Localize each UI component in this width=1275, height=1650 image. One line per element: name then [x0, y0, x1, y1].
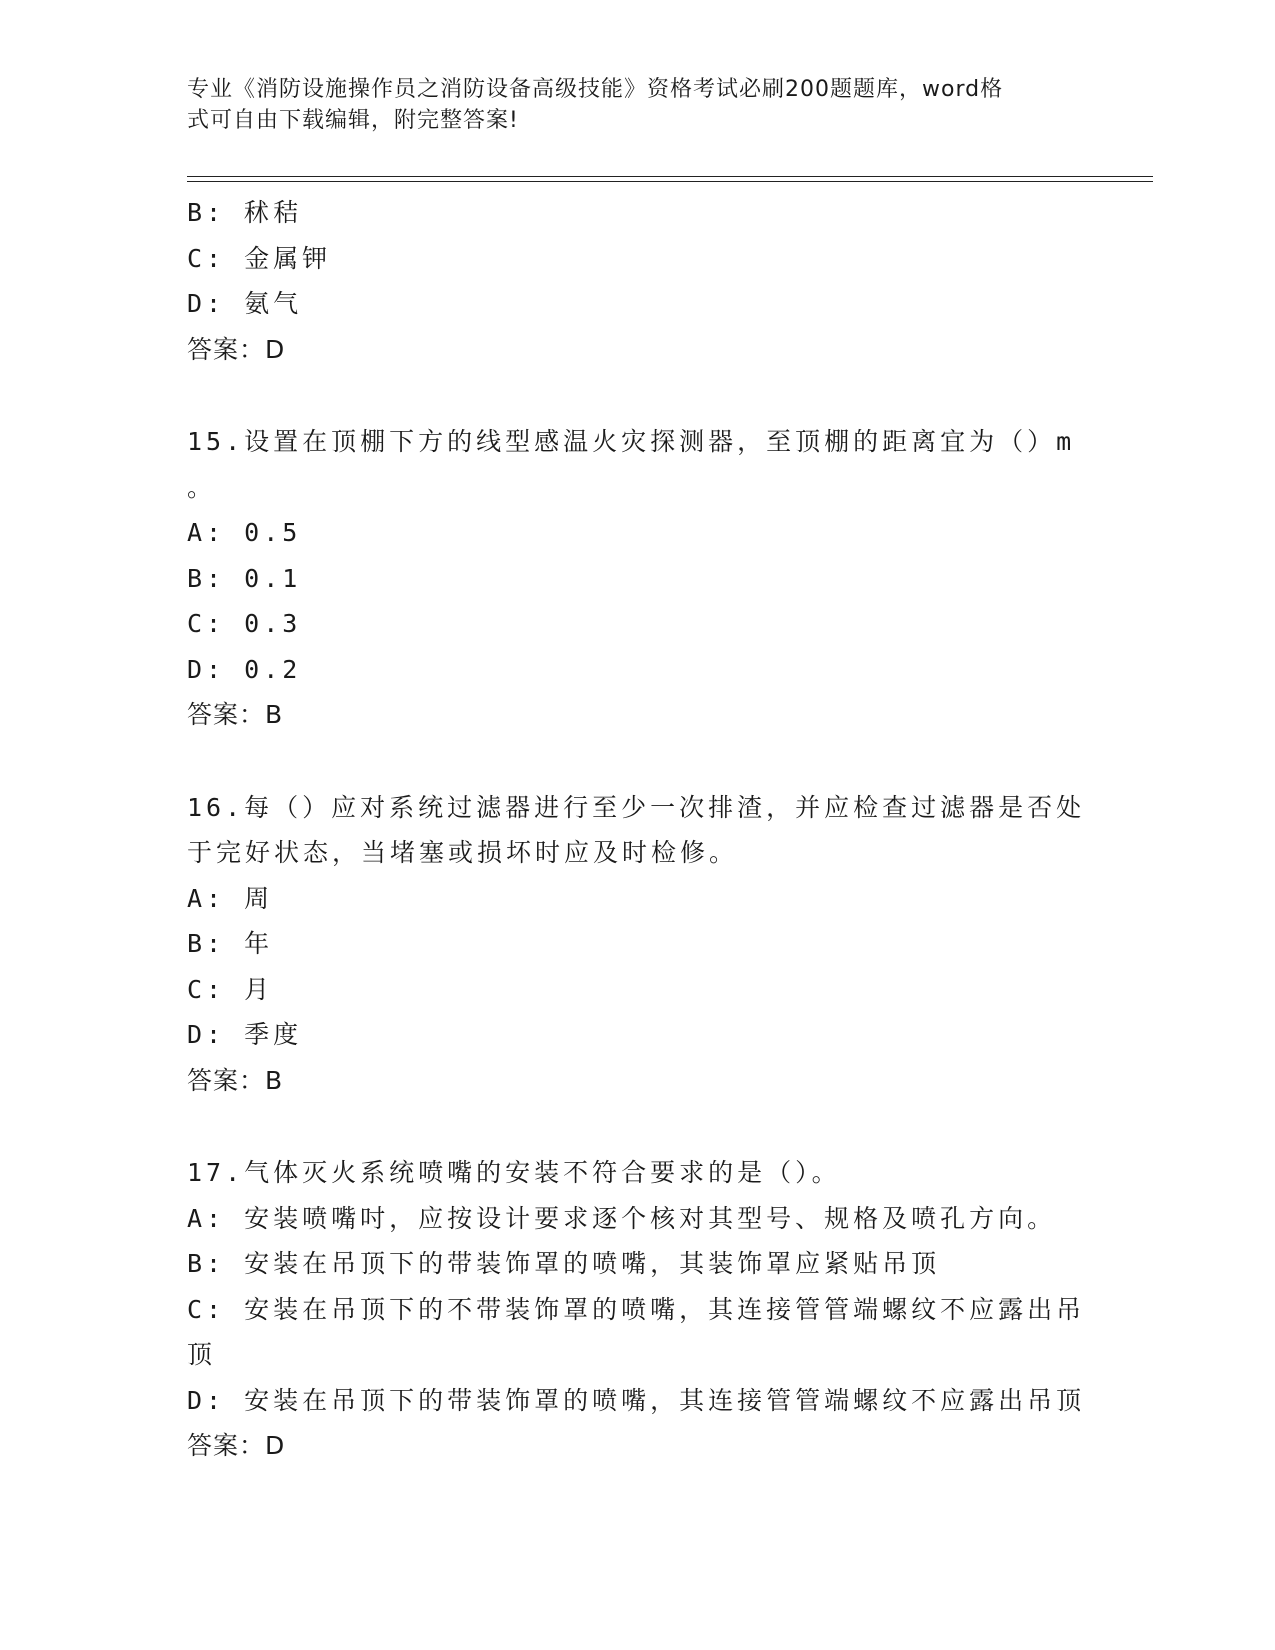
option-b: B: 0.1 — [187, 563, 302, 593]
question-stem-line: 15.设置在顶棚下方的线型感温火灾探测器，至顶棚的距离宜为（）m — [187, 427, 1076, 456]
option-c: C: 安装在吊顶下的不带装饰罩的喷嘴，其连接管管端螺纹不应露出吊 — [187, 1294, 1086, 1324]
header-line-2: 式可自由下载编辑，附完整答案! — [187, 108, 519, 133]
option-d: D: 季度 — [187, 1020, 303, 1049]
option-b: B: 安装在吊顶下的带装饰罩的喷嘴，其装饰罩应紧贴吊顶 — [187, 1249, 941, 1278]
question-14-tail — [187, 190, 1087, 372]
option-a: A: 安装喷嘴吋，应按设计要求逐个核对其型号、规格及喷孔方向。 — [187, 1203, 1057, 1233]
option-b: B: 秫秸 — [187, 198, 303, 227]
answer-line: 答案：B — [187, 1065, 284, 1095]
answer-line: 答案：D — [187, 1431, 286, 1460]
option-c: C: 金属钾 — [187, 243, 332, 273]
option-a: A: 周 — [187, 883, 274, 913]
option-d: D: 安装在吊顶下的带装饰罩的喷嘴，其连接管管端螺纹不应露出吊顶 — [187, 1385, 1086, 1415]
question-stem-line: 。 — [187, 472, 217, 502]
option-c-continued: 顶 — [187, 1340, 217, 1369]
option-a: A: 0.5 — [187, 518, 302, 547]
header-line-1: 专业《消防设施操作员之消防设备高级技能》资格考试必刷200题题库，word格 — [187, 77, 1004, 102]
question-stem-line: 于完好状态，当堵塞或损坏时应及时检修。 — [187, 838, 739, 867]
spacer — [187, 738, 1087, 785]
question-17 — [187, 1150, 1087, 1469]
answer-line: 答案：D — [187, 334, 286, 364]
question-stem-line: 16.每（）应对系统过滤器进行至少一次排渣，并应检查过滤器是否处 — [187, 792, 1086, 822]
question-content — [187, 190, 1087, 1469]
spacer — [187, 1103, 1087, 1150]
option-c: C: 月 — [187, 974, 274, 1004]
option-d: D: 0.2 — [187, 654, 302, 684]
page-header — [187, 74, 1067, 136]
question-16 — [187, 785, 1087, 1104]
answer-line: 答案：B — [187, 700, 284, 729]
header-divider-top — [187, 176, 1153, 177]
question-15 — [187, 419, 1087, 738]
option-c: C: 0.3 — [187, 609, 302, 638]
option-b: B: 年 — [187, 929, 274, 958]
header-divider-bottom — [187, 181, 1153, 182]
question-stem-line: 17.气体灭火系统喷嘴的安装不符合要求的是（）。 — [187, 1158, 841, 1187]
option-d: D: 氨气 — [187, 289, 303, 318]
spacer — [187, 372, 1087, 419]
